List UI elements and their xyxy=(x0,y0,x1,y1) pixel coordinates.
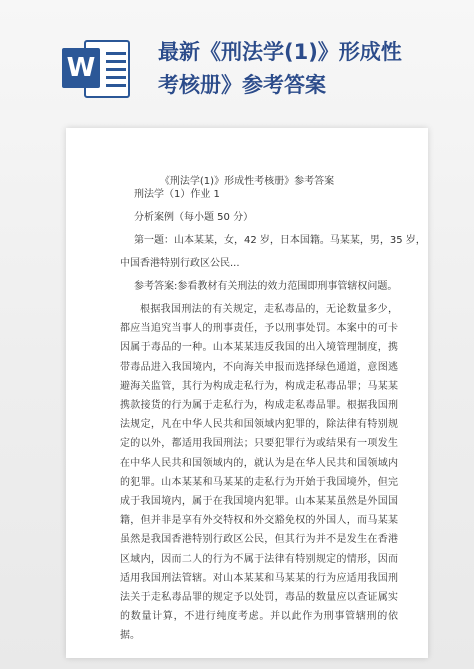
reference-answer: 参考答案:参看教材有关刑法的效力范围即刑事管辖权问题。 xyxy=(134,281,398,292)
title-line-1: 最新《刑法学(1)》形成性 xyxy=(158,40,402,64)
header xyxy=(0,0,474,120)
question-text-line-1: 第一题：山本某某，女，42 岁，日本国籍。马某某，男，35 岁， xyxy=(134,235,426,246)
word-badge: W xyxy=(62,48,100,88)
section-title: 分析案例（每小题 50 分） xyxy=(134,212,254,223)
word-icon xyxy=(62,38,132,100)
question-text-line-2: 中国香港特别行政区公民... xyxy=(120,258,240,269)
answer-paragraph: 根据我国刑法的有关规定，走私毒品的，无论数量多少，都应当追究当事人的刑事责任，予以刑事处罚。本案中的可卡因属于毒品的一种。山本某某违反我国的出入境管理制度，携带毒品进入我国境内，不向海关申报而选择绿色通道，意图逃避海关监管，其行为构成走私行为，构成走私毒品罪；马某某携款接货的行为属于走私行为，构成走私毒品罪。根据我国刑法规定，凡在中华人民共和国领域内犯罪的，除法律有特别规定的以外，都适用我国刑法；只要犯罪行为或结果有一项发生在中华人民共和国领域内的，就认为是在华人民共和国领域内的犯罪。山本某某和马某某的走私行为开始于我国境外，但完成于我国境内，属于在我国境内犯罪。山本某某虽然是外国国籍，但并非是享有外交特权和外交豁免权的外国人，而马某某虽然是我国香港特别行政区公民，但其行为并不是发生在香港区域内，因而二人的行为不属于法律有特别规定的情形，因而适用我国刑法管辖。对山本某某和马某某的行为应适用我国刑法关于走私毒品罪的规定予以处罚，毒品的数量应以查证属实的数量计算，不进行纯度考虑。并以此作为刑事管辖刑的依据。 xyxy=(120,304,398,642)
assignment-title: 刑法学（1）作业 1 xyxy=(134,189,220,200)
page-title xyxy=(158,36,458,102)
title-line-2: 考核册》参考答案 xyxy=(158,73,326,97)
document-heading: 《刑法学(1)》形成性考核册》参考答案 xyxy=(159,176,335,187)
document-page xyxy=(66,128,428,658)
